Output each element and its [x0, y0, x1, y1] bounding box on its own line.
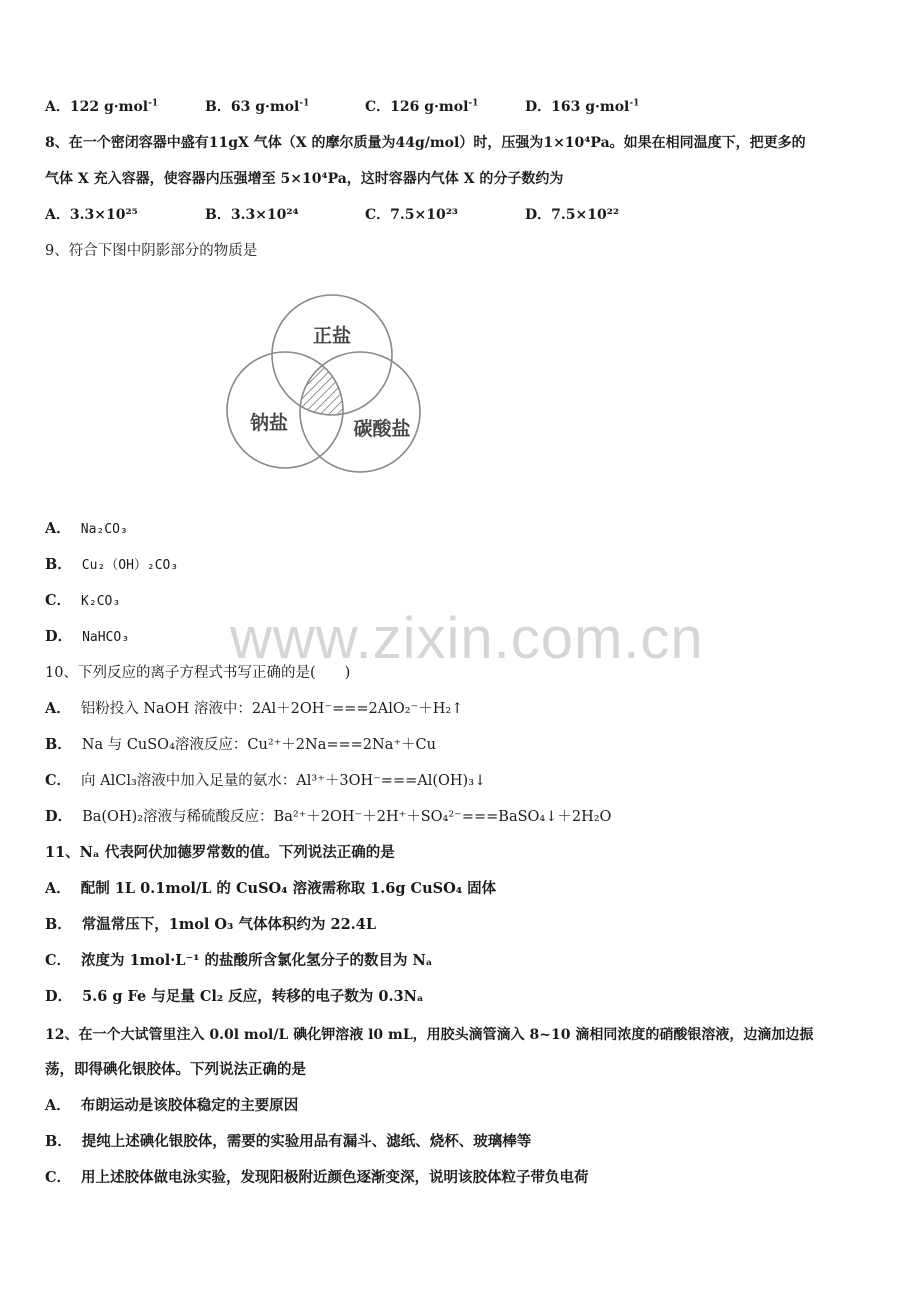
q10-option-c: C． 向 AlCl₃溶液中加入足量的氨水：Al³⁺＋3OH⁻===Al(OH)₃↓ [45, 772, 487, 789]
q8-option-c: C．7.5×10²³ [365, 207, 458, 223]
q7-option-a: A．122 g·mol$^{-1}$ [45, 98, 159, 115]
q12-option-c: C． 用上述胶体做电泳实验，发现阳极附近颜色逐渐变深，说明该胶体粒子带负电荷 [45, 1169, 589, 1186]
q7-option-c: C．126 g·mol$^{-1}$ [365, 98, 479, 115]
q8-option-b: B．3.3×10²⁴ [205, 207, 299, 223]
q9-stem: 9、符合下图中阴影部分的物质是 [45, 243, 258, 259]
q11-option-c: C． 浓度为 1mol·L⁻¹ 的盐酸所含氯化氢分子的数目为 Nₐ [45, 952, 433, 969]
q12-option-b: B． 提纯上述碘化银胶体，需要的实验用品有漏斗、滤纸、烧杯、玻璃棒等 [45, 1133, 532, 1150]
q9-option-a: A． Na₂CO₃ [45, 520, 128, 537]
q8-stem-line1: 8、在一个密闭容器中盛有11gX 气体（X 的摩尔质量为44g/mol）时，压强为1×10⁴Pa。如果在相同温度下，把更多的 [45, 135, 806, 151]
q11-option-a: A． 配制 1L 0.1mol/L 的 CuSO₄ 溶液需称取 1.6g CuSO₄ 固体 [45, 880, 497, 897]
watermark: www.zixin.com.cn [230, 606, 704, 671]
q11-option-b: B． 常温常压下，1mol O₃ 气体体积约为 22.4L [45, 916, 377, 933]
q8-option-d: D．7.5×10²² [525, 207, 619, 223]
q9-option-b: B． Cu₂（OH）₂CO₃ [45, 556, 179, 573]
q7-option-d: D．163 g·mol$^{-1}$ [525, 98, 640, 115]
q8-stem-line2: 气体 X 充入容器，使容器内压强增至 5×10⁴Pa，这时容器内气体 X 的分子数约为 [45, 171, 564, 187]
q10-option-d: D． Ba(OH)₂溶液与稀硫酸反应：Ba²⁺＋2OH⁻＋2H⁺＋SO₄²⁻===BaSO₄↓＋2H₂O [45, 808, 612, 825]
q8-option-a: A．3.3×10²⁵ [45, 207, 138, 223]
q12-stem-line1: 12、在一个大试管里注入 0.0l mol/L 碘化钾溶液 l0 mL，用胶头滴管滴入 8~10 滴相同浓度的硝酸银溶液，边滴加边振 [45, 1027, 814, 1043]
q12-stem-line2: 荡，即得碘化银胶体。下列说法正确的是 [45, 1061, 306, 1078]
q9-option-d: D． NaHCO₃ [45, 628, 130, 645]
venn-diagram [215, 290, 430, 475]
q9-option-c: C． K₂CO₃ [45, 592, 121, 609]
venn-label-left: 钠盐 [249, 412, 289, 434]
q10-stem: 10、下列反应的离子方程式书写正确的是( ) [45, 665, 351, 681]
venn-label-top: 正盐 [312, 325, 352, 347]
q10-option-a: A． 铝粉投入 NaOH 溶液中：2Al＋2OH⁻===2AlO₂⁻＋H₂↑ [45, 700, 464, 717]
q7-option-b: B．63 g·mol$^{-1}$ [205, 98, 310, 115]
q11-stem: 11、Nₐ 代表阿伏加德罗常数的值。下列说法正确的是 [45, 844, 395, 861]
venn-label-right: 碳酸盐 [353, 418, 411, 440]
q10-option-b: B． Na 与 CuSO₄溶液反应：Cu²⁺＋2Na===2Na⁺＋Cu [45, 736, 436, 753]
q12-option-a: A． 布朗运动是该胶体稳定的主要原因 [45, 1097, 299, 1114]
q11-option-d: D． 5.6 g Fe 与足量 Cl₂ 反应，转移的电子数为 0.3Nₐ [45, 988, 424, 1005]
